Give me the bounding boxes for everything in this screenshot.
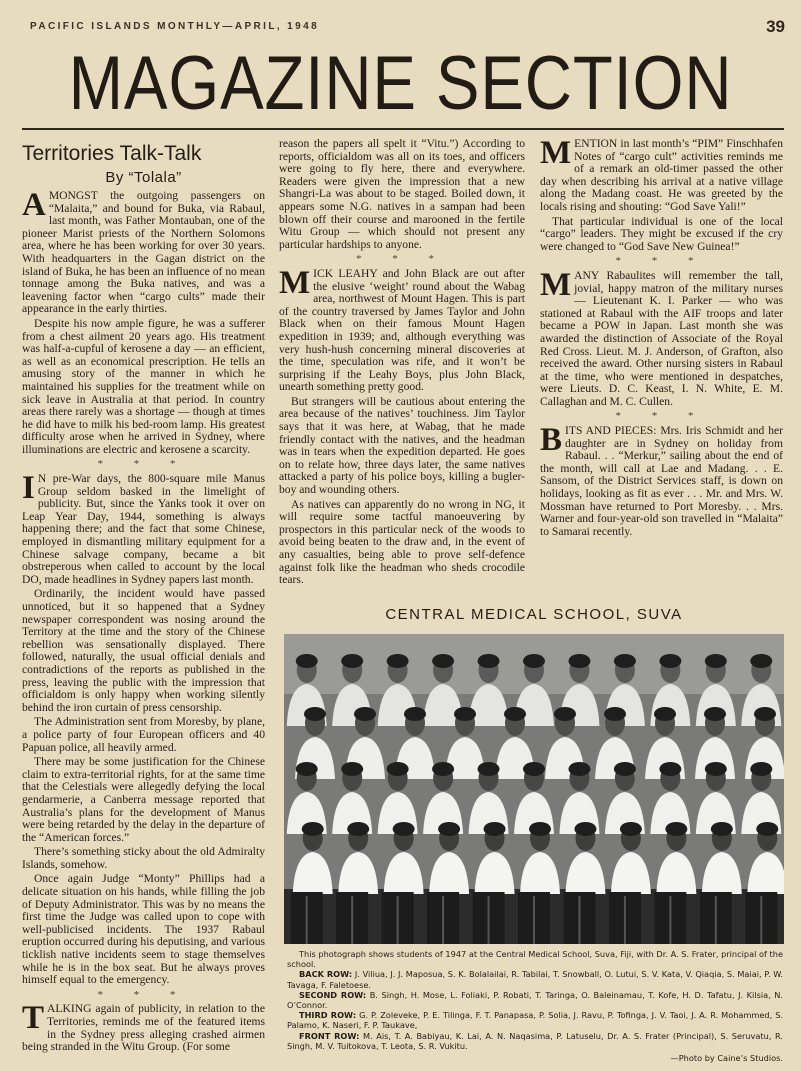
group-photo (284, 634, 784, 944)
paragraph: As natives can apparently do no wrong in NG, it will require some tactful manoeuvering by prospectors in this particular neck of the woods to avoid being beaten to the draw and, in the event of any casualties, being able to prove self-defence against folk like the headman who sheds crocodile tears. (279, 497, 525, 587)
paragraph: AMONGST the outgoing passengers on “Malaita,” and bound for Buka, via Rabaul, last month, was Father Montauban, one of the pioneer Marist priests of the Northern Solomons area, where he has been working for over 30 years. With headquarters in the Gagan district on the island of Buka, he has been an influence of no mean tonnage among the Buka natives, and was a leavening factor when “cargo cults” made their appearance in the early thirties. (22, 187, 265, 316)
byline: By “Tolala” (105, 169, 182, 186)
paragraph: That particular individual is one of the local “cargo” leaders. They might be excused if the cry were changed to “God Save New Guinea!” (540, 214, 783, 253)
column-3 (540, 135, 783, 540)
drop-cap: M (540, 135, 572, 171)
running-head: PACIFIC ISLANDS MONTHLY—APRIL, 1948 (30, 21, 320, 32)
paragraph: MENTION in last month’s “PIM” Finschhafen Notes of “cargo cult” activities reminds me of a remark an old-timer passed the other day when describing his arrival at a native village along the Madang coast. He was greeted by the locals rising and shouting: “God Save Yali!” (540, 135, 783, 213)
paragraph: Despite his now ample figure, he was a sufferer from a chest ailment 20 years ago. His treatment was half-a-cupful of kerosene a day — an efficient, as well as an economical prescription. He tells an amusing story of the manner in which he maintained his supplies for the treatment while on sick leave in Australia at that period. In country areas there rarely was a shortage — though at times he did have to milk his bed-room lamp. His greatest difficulty arose when he arrived in Sydney, where illuminations are electric and kerosene a scarcity. (22, 316, 265, 456)
article-title: Territories Talk-Talk (22, 142, 202, 165)
drop-cap: I (22, 470, 35, 507)
caption-intro: This photograph shows students of 1947 at the Central Medical School, Suva, Fiji, with Dr. A. S. Frater, principal of the school. (287, 949, 783, 970)
column-1 (22, 140, 265, 1056)
section-divider: * * * (615, 255, 708, 268)
paragraph: Ordinarily, the incident would have passed unnoticed, but it so happened that a Sydney newspaper correspondent was nosing around the Territory at the time and the story of the Chinese rebellion was sensationally displayed. There followed, naturally, the usual official denials and contradictions of the reports as published in the press, leaving the public with the impression that officialdom is only happy when working silently behind the iron curtain of press censorship. (22, 587, 265, 714)
drop-cap: M (540, 266, 572, 303)
paragraph: TALKING again of publicity, in relation to the Territories, reminds me of the featured items in the Sydney press alleging crashed airmen being stranded in the Witu Group. (For some (22, 1000, 265, 1054)
caption-third-row: THIRD ROW: G. P. Zoleveke, P. E. Tilinga, F. T. Panapasa, P. Solia, J. Ravu, P. Tofinga, J. V. Taoi, J. A. R. Mohammed, S. Palamo, K. Naseri, F. P. Taukave, (287, 1010, 783, 1031)
drop-cap: A (22, 187, 46, 223)
page-number: 39 (766, 17, 785, 36)
paragraph: The Administration sent from Moresby, by plane, a police party of four European officers and 40 Papuan police, all heavily armed. (22, 715, 265, 754)
paragraph: Once again Judge “Monty” Phillips had a delicate situation on his hands, while filling the job of Deputy Administrator. This was by no means the first time the Judge was called upon to cope with well-publicised incidents. The 1937 Rabaul eruption occurred during his deputising, and various ticklish native incidents seem to stage themselves while he is in the box seat. But he always proves himself equal to the emergency. (22, 872, 265, 987)
section-divider: * * * (615, 410, 708, 423)
caption-front-row: FRONT ROW: M. Ais, T. A. Babiyau, K. Lai, A. N. Naqasima, P. Latuselu, Dr. A. S. Frater (Principal), S. Seruvatu, R. Singh, M. V. Tuitokova, T. Leota, S. R. Vukitu. (287, 1030, 783, 1051)
column-2 (279, 138, 525, 589)
photo-credit: —Photo by Caine’s Studios. (670, 1053, 783, 1064)
caption-second-row: SECOND ROW: B. Singh, H. Mose, L. Foliaki, P. Robati, T. Taringa, O. Baleinamau, T. Kofe, H. D. Tafatu, J. Kilsia, N. O’Connor. (287, 989, 784, 1011)
paragraph: There’s something sticky about the old Admiralty Islands, somehow. (22, 845, 265, 871)
group-photo-image (284, 634, 784, 944)
paragraph: reason the papers all spelt it “Vitu.”) According to reports, officialdom was all on its toes, and officers were going to fly here, there and everywhere. Readers were given the impression that a new Shangri-La was about to be staged. Boiled down, it appears some N.G. natives in a sampan had been blown off their course and marooned in the fertile Witu Group — which should not present any particular hardships to anyone. (279, 137, 525, 251)
title-rule (22, 128, 784, 130)
section-divider: * * * (97, 988, 190, 1001)
paragraph: MICK LEAHY and John Black are out after the elusive ‘weight’ round about the Wabag area, northwest of Mount Hagen. This is part of the country traversed by James Taylor and John Black when on their famous Mount Hagen expedition in 1939; and, although everything was very hush-hush concerning mineral discoveries at the time, speculation was rife, and it won’t be surprising if the Leahy Boys, plus John Black, unearth something pretty good. (279, 264, 525, 394)
section-divider: * * * (356, 253, 448, 266)
paragraph: BITS AND PIECES: Mrs. Iris Schmidt and her daughter are in Sydney on holiday from Rabaul. . . “Merkur,” sailing about the end of the month, will call at Lae and Madang. . . E. Sansom, of the District Services staff, is down on holidays, looking as fit as ever . . . Mr. and Mrs. W. Mossman have returned to Port Moresby. . . Mrs. Warner and four-year-old son travelled in “Malaita” to Samarai recently. (540, 422, 783, 538)
drop-cap: M (279, 264, 311, 301)
paragraph: MANY Rabaulites will remember the tall, jovial, happy matron of the military nurses — Lieutenant K. I. Parker — who was stationed at Rabaul with the AIF troops and later became a POW in Japan. Last month she was awarded the distinction of Associate of the Royal Red Cross. Lieut. M. J. Anderson, of Grafton, also received the award. Other nursing sisters in Rabaul at the time, who were mentioned in despatches, were Lieuts. D. C. Keast, I. N. White, E. M. Callaghan and M. C. Cullen. (540, 266, 783, 408)
drop-cap: T (22, 1000, 45, 1037)
photo-title: CENTRAL MEDICAL SCHOOL, SUVA (385, 606, 683, 623)
photo-caption (287, 949, 783, 1063)
paragraph: I N pre-War days, the 800-square mile Manus Group seldom basked in the limelight of publicity. But, since the Yanks took it over on Leap Year Day, 1944, something is always happening there; and the fact that some Chinese, employed in dismantling military equipment for a Chinese salvage company, became a bit obstreperous when called to account by the local DO, made headlines in Sydney papers last month. (22, 470, 265, 586)
section-title: MAGAZINE SECTION (68, 41, 733, 126)
paragraph: There may be some justification for the Chinese claim to extra-territorial rights, for at the same time that the Celestials were allegedly defying the local gendarmerie, a Canberra message reported that Australia’s plans for the development of Manus were being retarded by the delay in the departure of the “American forces.” (22, 755, 265, 844)
drop-cap: B (540, 422, 563, 459)
paragraph: But strangers will be cautious about entering the area because of the natives’ touchiness. Jim Taylor says that it was here, at Wabag, that he made friendly contact with the natives, and the headman was in tears when the expedition departed. He goes on to relate how, three days later, the same natives attacked a party of his police boys, killing a bugler-boy and wounding others. (279, 394, 525, 497)
section-divider: * * * (97, 458, 190, 471)
caption-back-row: BACK ROW: J. Viliua, J. J. Maposua, S. K. Bolalailai, R. Tabilai, T. Snowball, O. Lutui, S. V. Kata, V. Qiaqia, S. Maiai, P. W. Tavaga, F. Faletoese. (287, 969, 783, 990)
